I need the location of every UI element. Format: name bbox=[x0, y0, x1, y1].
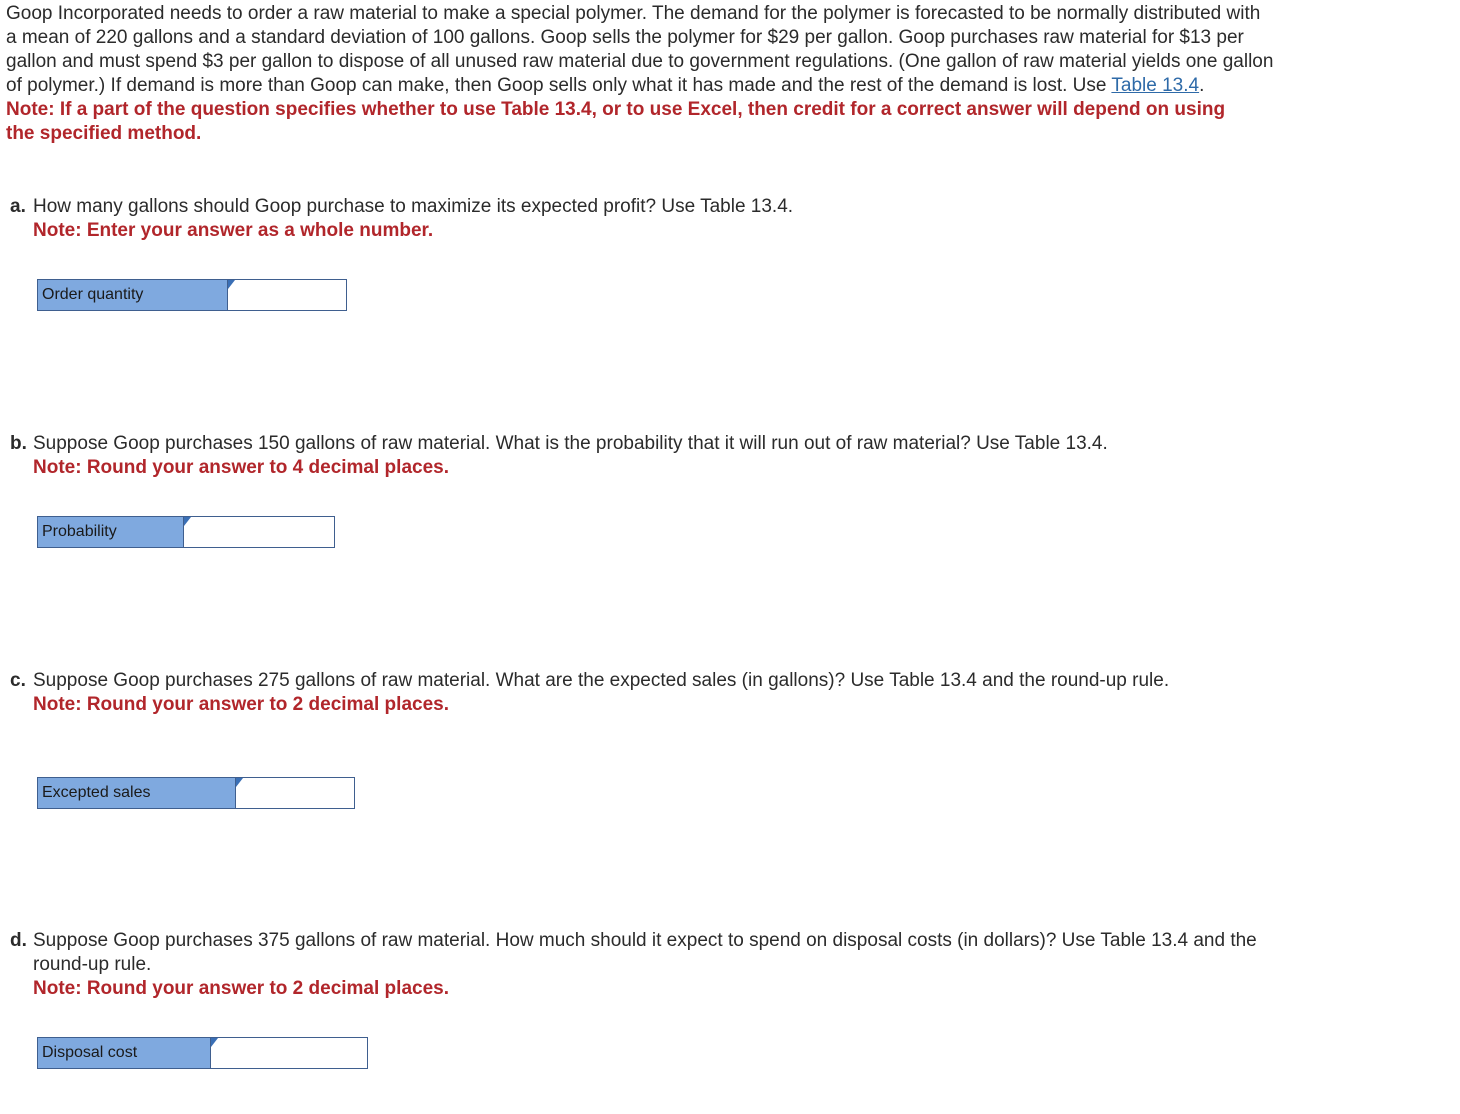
question-a bbox=[10, 195, 1270, 243]
question-letter: d. bbox=[10, 930, 27, 951]
question-text: Suppose Goop purchases 150 gallons of raw material. What is the probability that it will run out of raw material? Use Table 13.4. bbox=[33, 433, 1108, 454]
question-letter: a. bbox=[10, 196, 26, 217]
question-b bbox=[10, 432, 1270, 480]
disposal-cost-input[interactable] bbox=[211, 1038, 367, 1068]
answer-label: Excepted sales bbox=[38, 778, 236, 808]
answer-label: Probability bbox=[38, 517, 184, 547]
answer-row-d bbox=[37, 1037, 368, 1069]
question-letter: b. bbox=[10, 433, 27, 454]
question-c bbox=[10, 669, 1270, 717]
answer-row-a bbox=[37, 279, 347, 311]
input-corner-icon bbox=[184, 517, 191, 526]
order-quantity-input[interactable] bbox=[228, 280, 346, 310]
table-13-4-link[interactable]: Table 13.4 bbox=[1111, 75, 1200, 96]
problem-statement bbox=[6, 2, 1276, 146]
expected-sales-input[interactable] bbox=[236, 778, 354, 808]
question-note: Note: Round your answer to 2 decimal places. bbox=[33, 978, 449, 999]
question-letter: c. bbox=[10, 670, 26, 691]
input-corner-icon bbox=[236, 778, 243, 787]
answer-row-b bbox=[37, 516, 335, 548]
question-d bbox=[10, 929, 1270, 1001]
question-note: Note: Round your answer to 2 decimal places. bbox=[33, 694, 449, 715]
method-note: Note: If a part of the question specifies whether to use Table 13.4, or to use Excel, then credit for a correct answer will depend on using the specified method. bbox=[6, 99, 1226, 144]
question-note: Note: Round your answer to 4 decimal places. bbox=[33, 457, 449, 478]
question-note: Note: Enter your answer as a whole number. bbox=[33, 220, 434, 241]
problem-text-end: . bbox=[1199, 75, 1205, 96]
probability-input[interactable] bbox=[184, 517, 334, 547]
input-corner-icon bbox=[228, 280, 235, 289]
input-corner-icon bbox=[211, 1038, 218, 1047]
answer-label: Disposal cost bbox=[38, 1038, 211, 1068]
question-text: Suppose Goop purchases 275 gallons of raw material. What are the expected sales (in gallons)? Use Table 13.4 and the round-up rule. bbox=[33, 670, 1170, 691]
question-text: Suppose Goop purchases 375 gallons of raw material. How much should it expect to spend on disposal costs (in dollars)? Use Table 13.4 and the round-up rule. bbox=[33, 930, 1257, 975]
answer-label: Order quantity bbox=[38, 280, 228, 310]
problem-text: Goop Incorporated needs to order a raw material to make a special polymer. The demand for the polymer is forecasted to be normally distributed with a mean of 220 gallons and a standard deviation of 100 gallons. Goop sells the polymer for $29 per gallon. Goop purchases raw material for $13 per gallon and must spend $3 per gallon to dispose of all unused raw material due to government regulations. (One gallon of raw material yields one gallon of polymer.) If demand is more than Goop can make, then Goop sells only what it has made and the rest of the demand is lost. Use bbox=[6, 3, 1274, 96]
answer-row-c bbox=[37, 777, 355, 809]
question-text: How many gallons should Goop purchase to maximize its expected profit? Use Table 13.4. bbox=[33, 196, 794, 217]
